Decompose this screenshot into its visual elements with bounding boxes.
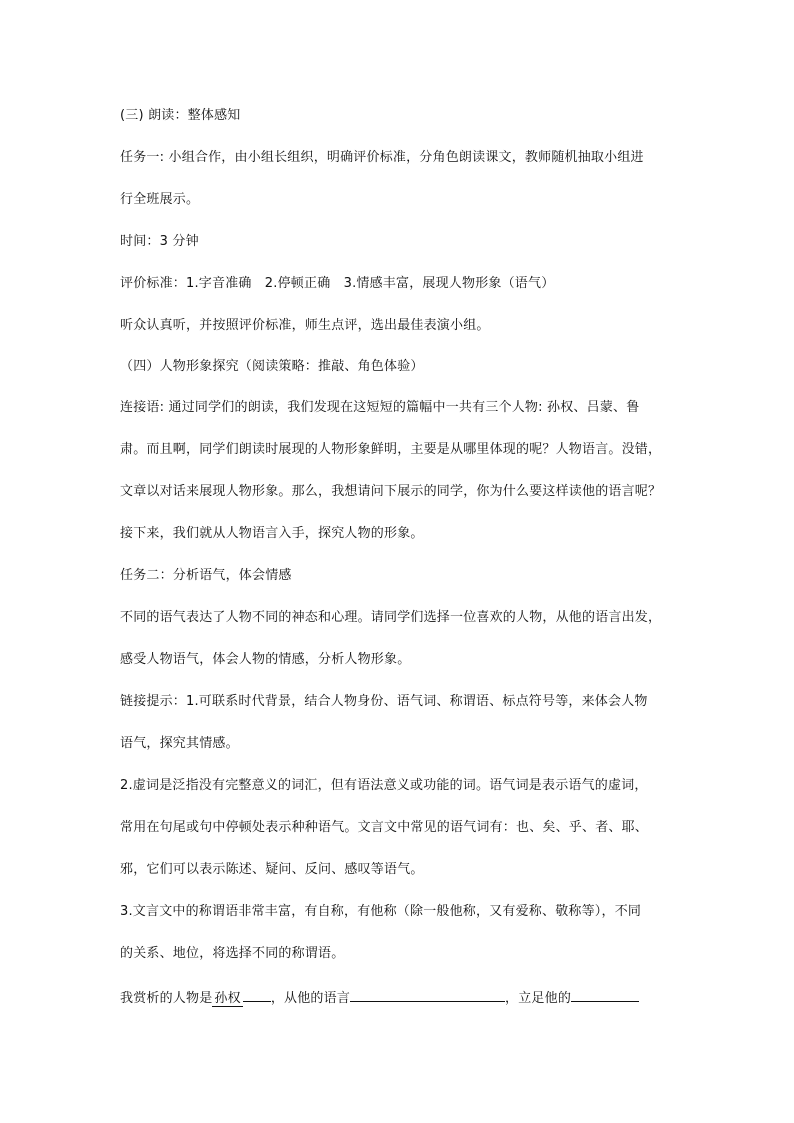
task-heading: 任务二：分析语气，体会情感 [120, 568, 292, 583]
paragraph-line: 不同的语气表达了人物不同的神态和心理。请同学们选择一位喜欢的人物，从他的语言出发， [120, 610, 662, 625]
trailing-blank[interactable] [571, 987, 639, 1002]
section-heading-4: （四）人物形象探究（阅读策略：推敲、角色体验） [120, 359, 424, 374]
section-heading-3: (三) 朗读：整体感知 [120, 108, 241, 123]
paragraph-line: 链接提示：1.可联系时代背景，结合人物身份、语气词、称谓语、标点符号等，来体会人物 [120, 694, 648, 709]
fill-prefix: 我赏析的人物是 [120, 991, 213, 1006]
paragraph-line: 的关系、地位，将选择不同的称谓语。 [120, 946, 345, 961]
paragraph-line: 连接语: 通过同学们的朗读，我们发现在这短短的篇幅中一共有三个人物: 孙权、吕蒙、鲁 [120, 400, 640, 415]
paragraph-line: 感受人物语气，体会人物的情感，分析人物形象。 [120, 652, 411, 667]
paragraph-line: 任务一: 小组合作，由小组长组织，明确评价标准，分角色朗读课文，教师随机抽取小组进 [120, 150, 644, 165]
fill-in-line [120, 987, 680, 1008]
paragraph-line: 肃。而且啊，同学们朗读时展现的人物形象鲜明，主要是从哪里体现的呢？人物语言。没错， [120, 442, 662, 457]
paragraph-line: 邪，它们可以表示陈述、疑问、反问、感叹等语气。 [120, 862, 424, 877]
paragraph-line: 3.文言文中的称谓语非常丰富，有自称，有他称（除一般他称，又有爱称、敬称等），不同 [120, 904, 642, 919]
paragraph-line: 行全班展示。 [120, 192, 200, 207]
paragraph-line: 语气，探究其情感。 [120, 736, 239, 751]
paragraph-line: 评价标准：1.字音准确 2.停顿正确 3.情感丰富，展现人物形象（语气） [120, 276, 555, 291]
fill-answer-blank[interactable]: 孙权 [214, 991, 241, 1006]
fill-middle: ，从他的语言 [270, 991, 351, 1006]
fill-end: ，立足他的 [505, 991, 572, 1006]
paragraph-line: 2.虚词是泛指没有完整意义的词汇，但有语法意义或功能的词。语气词是表示语气的虚词， [120, 778, 648, 793]
paragraph-line: 时间：3 分钟 [120, 234, 199, 249]
fill-blank-tail[interactable] [243, 987, 271, 1002]
language-blank[interactable] [350, 987, 505, 1002]
paragraph-line: 听众认真听，并按照评价标准，师生点评，选出最佳表演小组。 [120, 318, 490, 333]
paragraph-line: 接下来，我们就从人物语言入手，探究人物的形象。 [120, 526, 424, 541]
paragraph-line: 文章以对话来展现人物形象。那么，我想请问下展示的同学，你为什么要这样读他的语言呢？ [120, 484, 662, 499]
paragraph-line: 常用在句尾或句中停顿处表示种种语气。文言文中常见的语气词有：也、矣、乎、者、耶、 [120, 820, 649, 835]
